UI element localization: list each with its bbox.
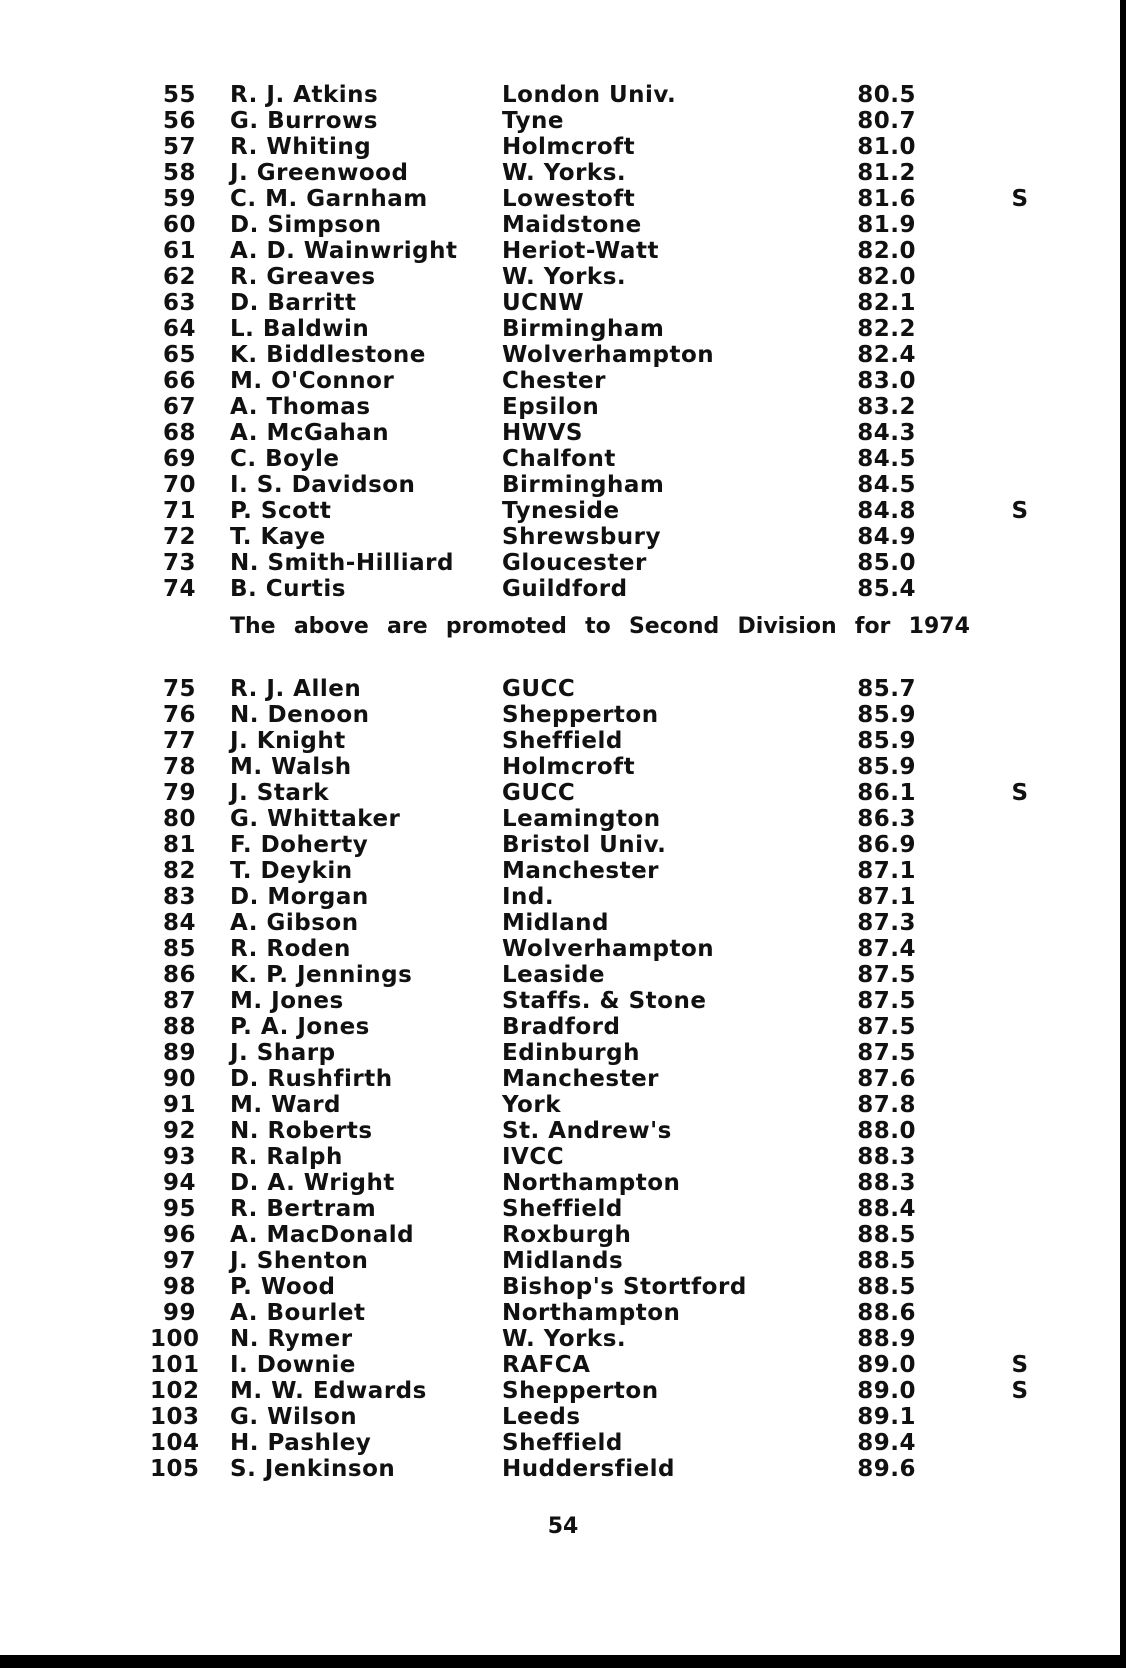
table-row xyxy=(150,1326,1050,1352)
row-number: 100 xyxy=(150,1326,200,1352)
page-number: 54 xyxy=(547,1514,579,1539)
row-number: 76 xyxy=(162,702,196,728)
flag-marker: S xyxy=(1011,186,1029,212)
table-row xyxy=(150,910,1050,936)
club-name: UCNW xyxy=(502,290,585,316)
row-number: 82 xyxy=(162,858,196,884)
table-row xyxy=(150,472,1050,498)
row-number: 98 xyxy=(162,1274,196,1300)
club-name: GUCC xyxy=(502,780,576,806)
competitor-name: R. J. Atkins xyxy=(230,82,379,108)
time-value: 87.5 xyxy=(857,1040,916,1066)
table-row xyxy=(150,1352,1050,1378)
time-value: 89.0 xyxy=(857,1378,916,1404)
club-name: London Univ. xyxy=(502,82,677,108)
row-number: 62 xyxy=(162,264,196,290)
club-name: Shepperton xyxy=(502,1378,659,1404)
club-name: Leaside xyxy=(502,962,605,988)
note-word: above xyxy=(293,614,369,639)
row-number: 63 xyxy=(162,290,196,316)
row-number: 92 xyxy=(162,1118,196,1144)
row-number: 55 xyxy=(162,82,196,108)
club-name: W. Yorks. xyxy=(502,160,627,186)
competitor-name: G. Wilson xyxy=(230,1404,358,1430)
flag-marker: S xyxy=(1011,1378,1029,1404)
time-value: 89.0 xyxy=(857,1352,916,1378)
table-row xyxy=(150,1404,1050,1430)
club-name: Leamington xyxy=(502,806,661,832)
club-name: W. Yorks. xyxy=(502,264,627,290)
table-row xyxy=(150,728,1050,754)
time-value: 86.3 xyxy=(857,806,916,832)
table-row xyxy=(150,212,1050,238)
row-number: 84 xyxy=(162,910,196,936)
row-number: 102 xyxy=(150,1378,200,1404)
time-value: 88.0 xyxy=(857,1118,916,1144)
club-name: Northampton xyxy=(502,1300,681,1326)
scan-border-right xyxy=(1120,0,1126,1668)
row-number: 72 xyxy=(162,524,196,550)
time-value: 82.0 xyxy=(857,264,916,290)
competitor-name: F. Doherty xyxy=(230,832,369,858)
results-table-remaining xyxy=(150,676,1050,1482)
row-number: 105 xyxy=(150,1456,200,1482)
time-value: 82.4 xyxy=(857,342,916,368)
competitor-name: I. Downie xyxy=(230,1352,356,1378)
competitor-name: D. Rushfirth xyxy=(230,1066,393,1092)
club-name: RAFCA xyxy=(502,1352,591,1378)
row-number: 68 xyxy=(162,420,196,446)
results-table-promoted xyxy=(150,82,1050,602)
club-name: Edinburgh xyxy=(502,1040,640,1066)
row-number: 74 xyxy=(162,576,196,602)
time-value: 87.8 xyxy=(857,1092,916,1118)
table-row xyxy=(150,186,1050,212)
table-row xyxy=(150,702,1050,728)
club-name: York xyxy=(502,1092,561,1118)
table-row xyxy=(150,316,1050,342)
row-number: 87 xyxy=(162,988,196,1014)
competitor-name: M. Walsh xyxy=(230,754,352,780)
table-row xyxy=(150,1430,1050,1456)
club-name: Midlands xyxy=(502,1248,624,1274)
table-row xyxy=(150,936,1050,962)
competitor-name: T. Kaye xyxy=(230,524,326,550)
table-row xyxy=(150,1170,1050,1196)
table-row xyxy=(150,108,1050,134)
time-value: 85.9 xyxy=(857,728,916,754)
competitor-name: R. Roden xyxy=(230,936,351,962)
club-name: Huddersfield xyxy=(502,1456,676,1482)
table-row xyxy=(150,858,1050,884)
table-row xyxy=(150,1014,1050,1040)
table-row xyxy=(150,962,1050,988)
time-value: 86.9 xyxy=(857,832,916,858)
table-row xyxy=(150,160,1050,186)
row-number: 77 xyxy=(162,728,196,754)
row-number: 97 xyxy=(162,1248,196,1274)
table-row xyxy=(150,394,1050,420)
time-value: 87.4 xyxy=(857,936,916,962)
table-row xyxy=(150,1222,1050,1248)
time-value: 87.5 xyxy=(857,962,916,988)
note-word: to xyxy=(585,614,611,639)
time-value: 80.5 xyxy=(857,82,916,108)
competitor-name: G. Burrows xyxy=(230,108,378,134)
club-name: HWVS xyxy=(502,420,583,446)
row-number: 90 xyxy=(162,1066,196,1092)
competitor-name: C. M. Garnham xyxy=(230,186,428,212)
row-number: 64 xyxy=(162,316,196,342)
club-name: Epsilon xyxy=(502,394,600,420)
time-value: 89.6 xyxy=(857,1456,916,1482)
club-name: Shepperton xyxy=(502,702,659,728)
club-name: Manchester xyxy=(502,1066,660,1092)
time-value: 81.9 xyxy=(857,212,916,238)
time-value: 84.5 xyxy=(857,446,916,472)
table-row xyxy=(150,754,1050,780)
time-value: 84.8 xyxy=(857,498,916,524)
table-row xyxy=(150,676,1050,702)
table-row xyxy=(150,1300,1050,1326)
table-row xyxy=(150,576,1050,602)
flag-marker: S xyxy=(1011,1352,1029,1378)
note-word: promoted xyxy=(445,614,567,639)
table-row xyxy=(150,82,1050,108)
row-number: 67 xyxy=(162,394,196,420)
competitor-name: R. Greaves xyxy=(230,264,376,290)
club-name: Ind. xyxy=(502,884,555,910)
row-number: 69 xyxy=(162,446,196,472)
table-row xyxy=(150,550,1050,576)
club-name: Maidstone xyxy=(502,212,642,238)
competitor-name: J. Stark xyxy=(230,780,330,806)
time-value: 85.9 xyxy=(857,702,916,728)
competitor-name: M. Jones xyxy=(230,988,344,1014)
time-value: 87.1 xyxy=(857,884,916,910)
competitor-name: H. Pashley xyxy=(230,1430,372,1456)
table-row xyxy=(150,1248,1050,1274)
row-number: 60 xyxy=(162,212,196,238)
row-number: 83 xyxy=(162,884,196,910)
club-name: IVCC xyxy=(502,1144,565,1170)
time-value: 83.0 xyxy=(857,368,916,394)
table-row xyxy=(150,780,1050,806)
note-word: 1974 xyxy=(908,614,970,639)
row-number: 85 xyxy=(162,936,196,962)
competitor-name: N. Roberts xyxy=(230,1118,373,1144)
note-word: for xyxy=(854,614,891,639)
note-word: The xyxy=(230,614,276,639)
competitor-name: M. O'Connor xyxy=(230,368,395,394)
competitor-name: I. S. Davidson xyxy=(230,472,416,498)
competitor-name: N. Rymer xyxy=(230,1326,353,1352)
time-value: 81.0 xyxy=(857,134,916,160)
club-name: Birmingham xyxy=(502,316,665,342)
competitor-name: J. Sharp xyxy=(230,1040,336,1066)
table-row xyxy=(150,342,1050,368)
competitor-name: M. W. Edwards xyxy=(230,1378,427,1404)
row-number: 73 xyxy=(162,550,196,576)
note-word: are xyxy=(387,614,428,639)
flag-marker: S xyxy=(1011,498,1029,524)
time-value: 87.1 xyxy=(857,858,916,884)
table-row xyxy=(150,524,1050,550)
time-value: 84.3 xyxy=(857,420,916,446)
competitor-name: A. D. Wainwright xyxy=(230,238,458,264)
row-number: 70 xyxy=(162,472,196,498)
time-value: 80.7 xyxy=(857,108,916,134)
note-word: Division xyxy=(737,614,837,639)
competitor-name: A. MacDonald xyxy=(230,1222,415,1248)
flag-marker: S xyxy=(1011,780,1029,806)
row-number: 81 xyxy=(162,832,196,858)
time-value: 82.1 xyxy=(857,290,916,316)
promotion-note xyxy=(230,614,970,639)
table-row xyxy=(150,832,1050,858)
club-name: Chester xyxy=(502,368,606,394)
club-name: GUCC xyxy=(502,676,576,702)
club-name: Tyneside xyxy=(502,498,620,524)
competitor-name: R. J. Allen xyxy=(230,676,362,702)
time-value: 89.4 xyxy=(857,1430,916,1456)
table-row xyxy=(150,1040,1050,1066)
time-value: 81.6 xyxy=(857,186,916,212)
competitor-name: A. Thomas xyxy=(230,394,371,420)
row-number: 61 xyxy=(162,238,196,264)
row-number: 58 xyxy=(162,160,196,186)
table-row xyxy=(150,238,1050,264)
competitor-name: N. Denoon xyxy=(230,702,370,728)
competitor-name: J. Greenwood xyxy=(230,160,409,186)
time-value: 83.2 xyxy=(857,394,916,420)
competitor-name: J. Knight xyxy=(230,728,346,754)
table-row xyxy=(150,1144,1050,1170)
competitor-name: P. A. Jones xyxy=(230,1014,370,1040)
competitor-name: D. Barritt xyxy=(230,290,357,316)
row-number: 89 xyxy=(162,1040,196,1066)
time-value: 89.1 xyxy=(857,1404,916,1430)
club-name: Shrewsbury xyxy=(502,524,661,550)
time-value: 81.2 xyxy=(857,160,916,186)
row-number: 75 xyxy=(162,676,196,702)
row-number: 71 xyxy=(162,498,196,524)
club-name: Lowestoft xyxy=(502,186,636,212)
competitor-name: N. Smith-Hilliard xyxy=(230,550,454,576)
time-value: 86.1 xyxy=(857,780,916,806)
time-value: 87.5 xyxy=(857,988,916,1014)
club-name: Wolverhampton xyxy=(502,936,715,962)
table-row xyxy=(150,368,1050,394)
time-value: 82.0 xyxy=(857,238,916,264)
time-value: 87.5 xyxy=(857,1014,916,1040)
competitor-name: C. Boyle xyxy=(230,446,340,472)
club-name: Sheffield xyxy=(502,1430,623,1456)
competitor-name: B. Curtis xyxy=(230,576,346,602)
time-value: 88.6 xyxy=(857,1300,916,1326)
row-number: 57 xyxy=(162,134,196,160)
time-value: 87.6 xyxy=(857,1066,916,1092)
table-row xyxy=(150,134,1050,160)
table-row xyxy=(150,1066,1050,1092)
club-name: Gloucester xyxy=(502,550,647,576)
club-name: St. Andrew's xyxy=(502,1118,672,1144)
row-number: 103 xyxy=(150,1404,200,1430)
time-value: 85.0 xyxy=(857,550,916,576)
club-name: Holmcroft xyxy=(502,754,636,780)
competitor-name: L. Baldwin xyxy=(230,316,370,342)
competitor-name: P. Wood xyxy=(230,1274,336,1300)
club-name: Midland xyxy=(502,910,609,936)
row-number: 80 xyxy=(162,806,196,832)
row-number: 101 xyxy=(150,1352,200,1378)
time-value: 85.7 xyxy=(857,676,916,702)
time-value: 82.2 xyxy=(857,316,916,342)
competitor-name: K. P. Jennings xyxy=(230,962,413,988)
row-number: 104 xyxy=(150,1430,200,1456)
table-row xyxy=(150,264,1050,290)
table-row xyxy=(150,1196,1050,1222)
time-value: 88.4 xyxy=(857,1196,916,1222)
row-number: 86 xyxy=(162,962,196,988)
time-value: 88.5 xyxy=(857,1248,916,1274)
table-row xyxy=(150,806,1050,832)
row-number: 59 xyxy=(162,186,196,212)
club-name: Holmcroft xyxy=(502,134,636,160)
competitor-name: K. Biddlestone xyxy=(230,342,426,368)
table-row xyxy=(150,988,1050,1014)
row-number: 66 xyxy=(162,368,196,394)
row-number: 91 xyxy=(162,1092,196,1118)
club-name: Guildford xyxy=(502,576,628,602)
time-value: 87.3 xyxy=(857,910,916,936)
club-name: Staffs. & Stone xyxy=(502,988,707,1014)
time-value: 84.5 xyxy=(857,472,916,498)
row-number: 88 xyxy=(162,1014,196,1040)
time-value: 88.3 xyxy=(857,1170,916,1196)
time-value: 88.5 xyxy=(857,1274,916,1300)
row-number: 78 xyxy=(162,754,196,780)
club-name: Wolverhampton xyxy=(502,342,715,368)
row-number: 96 xyxy=(162,1222,196,1248)
competitor-name: A. McGahan xyxy=(230,420,390,446)
club-name: Sheffield xyxy=(502,1196,623,1222)
club-name: Chalfont xyxy=(502,446,616,472)
time-value: 85.9 xyxy=(857,754,916,780)
competitor-name: D. A. Wright xyxy=(230,1170,395,1196)
competitor-name: D. Simpson xyxy=(230,212,382,238)
time-value: 85.4 xyxy=(857,576,916,602)
table-row xyxy=(150,884,1050,910)
club-name: W. Yorks. xyxy=(502,1326,627,1352)
competitor-name: D. Morgan xyxy=(230,884,369,910)
row-number: 79 xyxy=(162,780,196,806)
club-name: Birmingham xyxy=(502,472,665,498)
competitor-name: J. Shenton xyxy=(230,1248,369,1274)
time-value: 88.9 xyxy=(857,1326,916,1352)
club-name: Bradford xyxy=(502,1014,621,1040)
row-number: 99 xyxy=(162,1300,196,1326)
club-name: Leeds xyxy=(502,1404,581,1430)
table-row xyxy=(150,1274,1050,1300)
club-name: Bishop's Stortford xyxy=(502,1274,747,1300)
club-name: Heriot-Watt xyxy=(502,238,659,264)
table-row xyxy=(150,1378,1050,1404)
table-row xyxy=(150,498,1050,524)
club-name: Manchester xyxy=(502,858,660,884)
row-number: 94 xyxy=(162,1170,196,1196)
club-name: Roxburgh xyxy=(502,1222,632,1248)
row-number: 95 xyxy=(162,1196,196,1222)
competitor-name: R. Whiting xyxy=(230,134,372,160)
scan-border-bottom xyxy=(0,1655,1126,1668)
competitor-name: R. Bertram xyxy=(230,1196,377,1222)
table-row xyxy=(150,420,1050,446)
time-value: 84.9 xyxy=(857,524,916,550)
table-row xyxy=(150,1092,1050,1118)
competitor-name: A. Bourlet xyxy=(230,1300,366,1326)
club-name: Sheffield xyxy=(502,728,623,754)
competitor-name: G. Whittaker xyxy=(230,806,401,832)
time-value: 88.3 xyxy=(857,1144,916,1170)
competitor-name: M. Ward xyxy=(230,1092,342,1118)
competitor-name: P. Scott xyxy=(230,498,332,524)
table-row xyxy=(150,1456,1050,1482)
row-number: 56 xyxy=(162,108,196,134)
row-number: 65 xyxy=(162,342,196,368)
club-name: Bristol Univ. xyxy=(502,832,667,858)
row-number: 93 xyxy=(162,1144,196,1170)
competitor-name: R. Ralph xyxy=(230,1144,343,1170)
table-row xyxy=(150,290,1050,316)
competitor-name: A. Gibson xyxy=(230,910,359,936)
club-name: Tyne xyxy=(502,108,564,134)
club-name: Northampton xyxy=(502,1170,681,1196)
table-row xyxy=(150,1118,1050,1144)
competitor-name: S. Jenkinson xyxy=(230,1456,396,1482)
table-row xyxy=(150,446,1050,472)
note-word: Second xyxy=(628,614,720,639)
time-value: 88.5 xyxy=(857,1222,916,1248)
competitor-name: T. Deykin xyxy=(230,858,353,884)
